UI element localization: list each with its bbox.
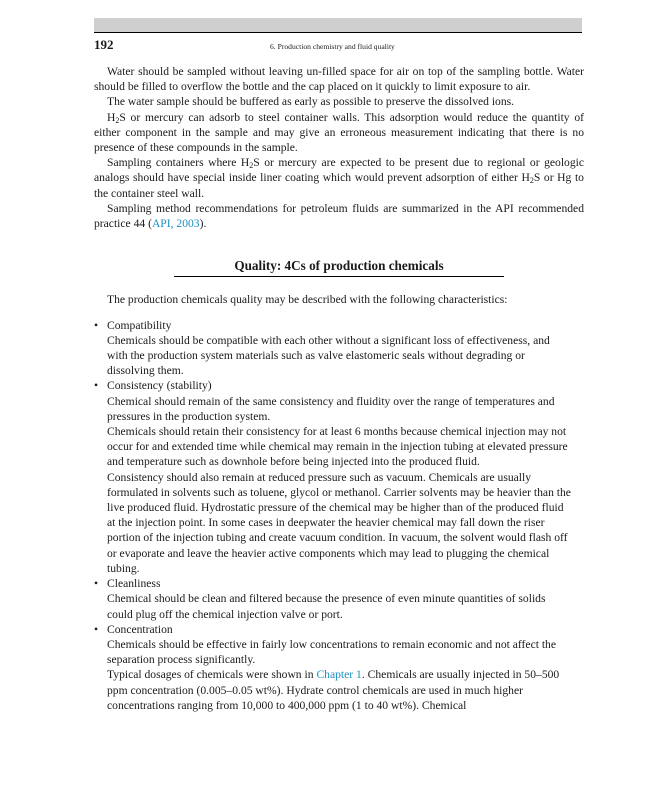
list-item-consistency bbox=[94, 378, 572, 576]
item-heading: • Cleanliness bbox=[107, 577, 161, 591]
chapter-1-link[interactable]: Chapter 1 bbox=[316, 668, 362, 682]
list-item-compatibility bbox=[94, 318, 572, 379]
paragraph-water-sampling: Water should be sampled without leaving un-filled space for air on top of the sampling bottle. Water should be filled to overflow the bottle and the cap placed on it quickly to limit exposure to air. bbox=[94, 65, 584, 94]
item-heading: • Consistency (stability) bbox=[107, 379, 212, 393]
item-heading: • Compatibility bbox=[107, 318, 172, 332]
page-body bbox=[94, 64, 584, 713]
item-paragraph: Chemical should be clean and filtered because the presence of even minute quantities of solids could plug off the chemical injection valve or port. bbox=[107, 592, 546, 621]
item-paragraph: Chemicals should retain their consistency for at least 6 months because chemical injection may not occur for and extended time while chemical may remain in the injection tubing at elevated pressure and temperature such as downhole before being injected into the produced fluid. bbox=[107, 425, 568, 469]
header-bar bbox=[94, 18, 582, 32]
list-item-concentration bbox=[94, 622, 572, 713]
quality-characteristics-list bbox=[94, 318, 584, 713]
running-head: 6. Production chemistry and fluid quality bbox=[270, 42, 395, 51]
item-paragraph: Chemical should remain of the same consistency and fluidity over the range of temperatures and pressures in the production system. bbox=[107, 394, 555, 423]
section-title: Quality: 4Cs of production chemicals bbox=[174, 258, 504, 277]
list-item-cleanliness bbox=[94, 576, 572, 622]
paragraph-api-recommendation: Sampling method recommendations for petroleum fluids are summarized in the API recommended practice 44 (API, 2003). bbox=[94, 201, 584, 231]
item-heading: • Concentration bbox=[107, 622, 173, 636]
item-paragraph: Chemicals should be effective in fairly low concentrations to remain economic and not affect the separation process significantly. bbox=[107, 637, 556, 667]
item-paragraph-dosage: Typical dosages of chemicals were shown in Chapter 1. Chemicals are usually injected in 50–500 ppm concentration (0.005–0.05 wt%). Hydrate control chemicals are used in much higher concentrations ranging from 10,000 to 400,000 ppm (1 to 40 wt%). Chemical bbox=[107, 668, 560, 712]
item-paragraph: Consistency should also remain at reduced pressure such as vacuum. Chemicals are usually formulated in solvents such as toluene, glycol or methanol. Carrier solvents may be heavier than the live produced fluid. Hydrostatic pressure of the chemical may be higher than of the produced fluid at the injection point. In some cases in deepwater the heavier chemical may fall down the riser portion of the injection tubing and create vacuum condition. In vacuum, the solvent would flash off or evaporate and leave the heavier active components which may lead to plugging the chemical tubing. bbox=[107, 470, 571, 575]
section-intro: The production chemicals quality may be described with the following characteristics: bbox=[107, 293, 508, 307]
paragraph-buffering: The water sample should be buffered as early as possible to preserve the dissolved ions. bbox=[107, 95, 515, 109]
paragraph-sampling-containers: Sampling containers where $H_2S$ or mercury are expected to be present due to regional or geologic analogs should have special inside liner coating which would prevent adsorption of either $H_2S$ or Hg to the container steel wall. bbox=[94, 156, 584, 200]
api-2003-citation-link[interactable]: API, 2003 bbox=[151, 217, 200, 231]
header-rule bbox=[94, 32, 582, 33]
item-paragraph: Chemicals should be compatible with each other without a significant loss of effectiveness, and with the production system materials such as valve elastomeric seals without degrading or dissolving them. bbox=[107, 333, 550, 378]
page-number: 192 bbox=[94, 37, 114, 52]
paragraph-h2s-adsorption: $H_2S$ or mercury can adsorb to steel container walls. This adsorption would reduce the quantity of either component in the sample and may give an erroneous measurement indicating that there is no presence of these compounds in the sample. bbox=[94, 110, 584, 155]
